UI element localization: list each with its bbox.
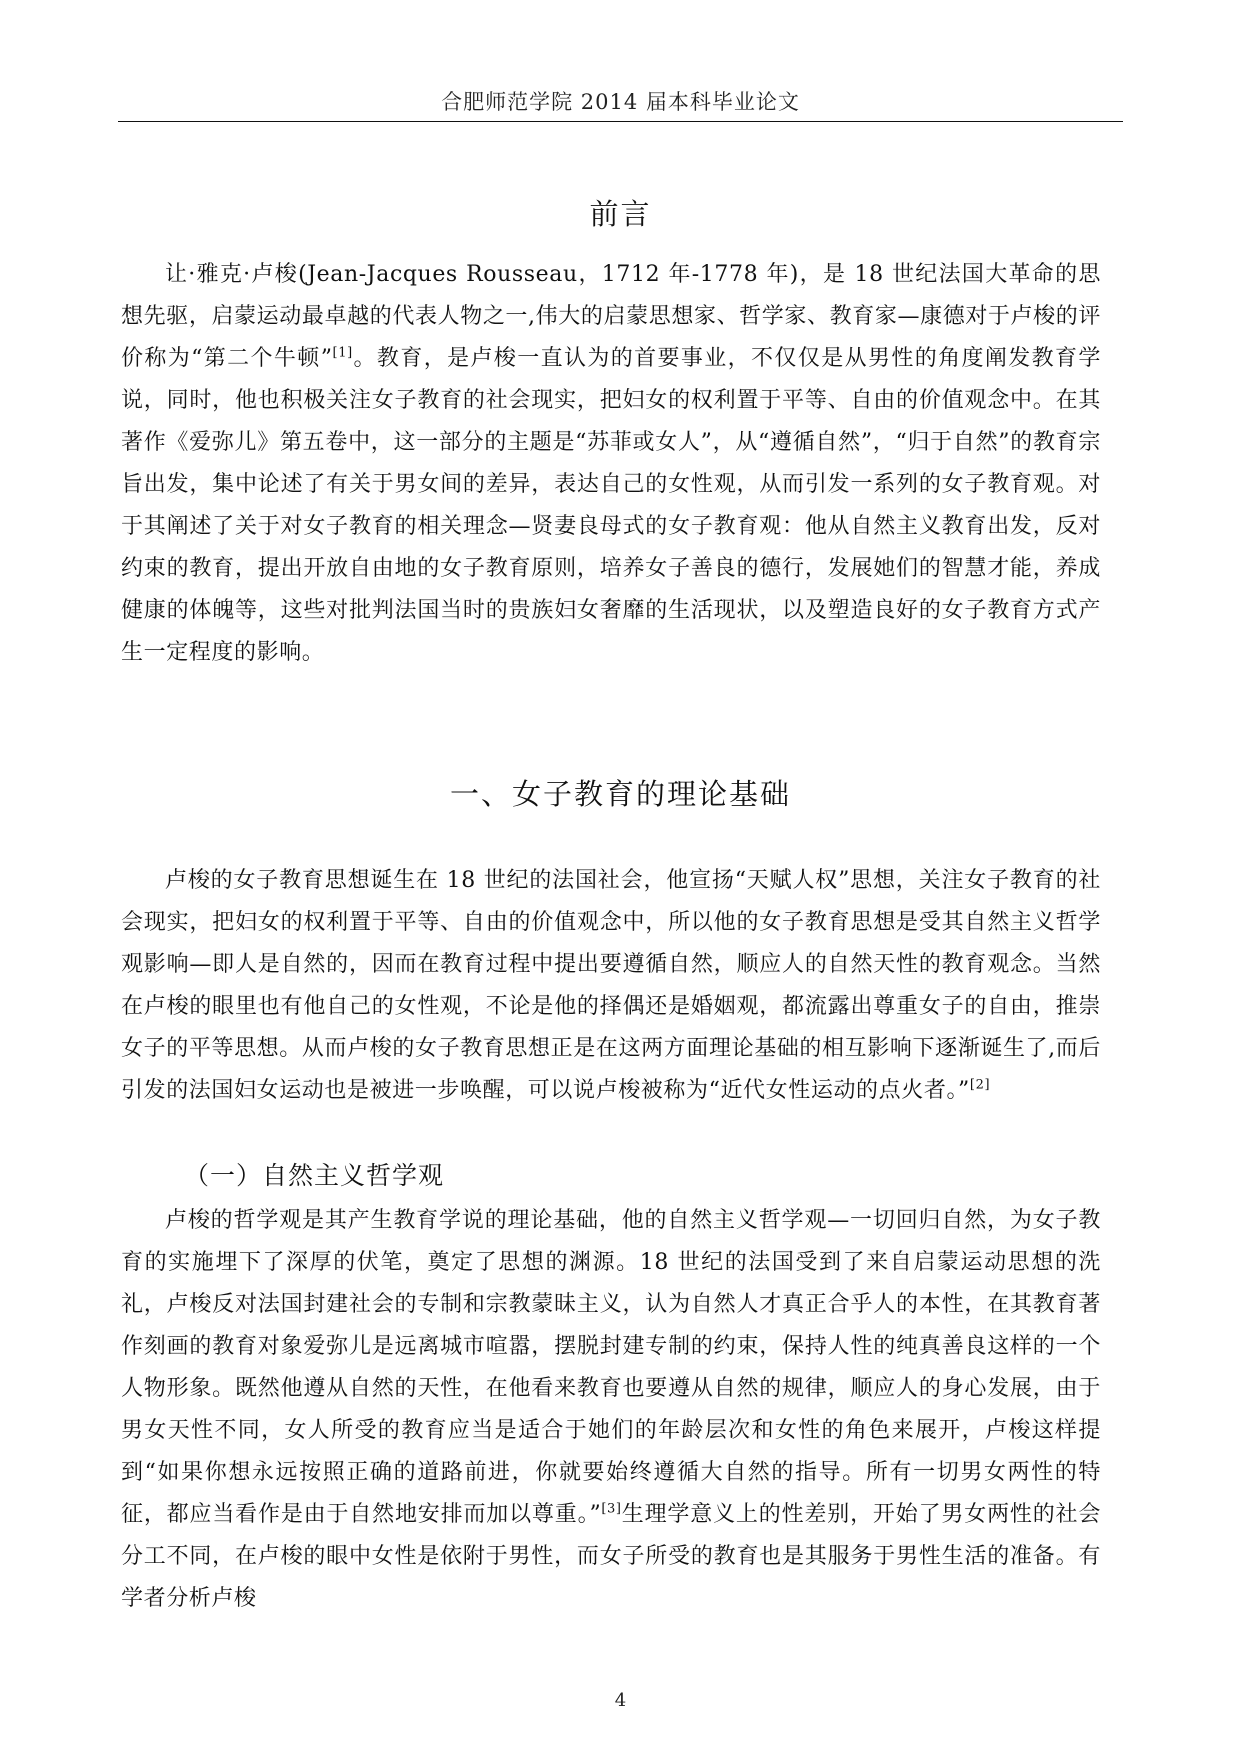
citation-1: [1] [332, 345, 353, 361]
section-1-paragraph [121, 860, 1101, 1112]
page-number: 4 [614, 1690, 627, 1711]
preface-paragraph [121, 254, 1101, 674]
subsection-1-text-b: 生理学意义上的性差别，开始了男女两性的社会分工不同，在卢梭的眼中女性是依附于男性，而女子所受的教育也是其服务于男性生活的准备。有学者分析卢梭 [121, 1502, 1101, 1611]
page-header: 合肥师范学院 2014 届本科毕业论文 [441, 90, 800, 114]
header-rule [118, 121, 1123, 122]
subsection-1-paragraph [121, 1200, 1101, 1620]
section-1-text: 卢梭的女子教育思想诞生在 18 世纪的法国社会，他宣扬“天赋人权”思想，关注女子教育的社会现实，把妇女的权利置于平等、自由的价值观念中，所以他的女子教育思想是受其自然主义哲学观影响—即人是自然的，因而在教育过程中提出要遵循自然，顺应人的自然天性的教育观念。当然在卢梭的眼里也有他自己的女性观，不论是他的择偶还是婚姻观，都流露出尊重女子的自由，推崇女子的平等思想。从而卢梭的女子教育思想正是在这两方面理论基础的相互影响下逐渐诞生了,而后引发的法国妇女运动也是被进一步唤醒，可以说卢梭被称为“近代女性运动的点火者。” [121, 868, 1101, 1103]
preface-text-a: 让·雅克·卢梭(Jean-Jacques Rousseau，1712 年-1778 年)，是 18 世纪法国大革命的思想先驱，启蒙运动最卓越的代表人物之一,伟大的启蒙思想家、哲学家、教育家—康德对于卢梭的评价称为“第二个牛顿” [121, 262, 1101, 371]
subsection-1-title: （一）自然主义哲学观 [184, 1161, 445, 1190]
preface-text-b: 。教育，是卢梭一直认为的首要事业，不仅仅是从男性的角度阐发教育学说，同时，他也积极关注女子教育的社会现实，把妇女的权利置于平等、自由的价值观念中。在其著作《爱弥儿》第五卷中，这一部分的主题是“苏菲或女人”，从“遵循自然”，“归于自然”的教育宗旨出发，集中论述了有关于男女间的差异，表达自己的女性观，从而引发一系列的女子教育观。对于其阐述了关于对女子教育的相关理念—贤妻良母式的女子教育观：他从自然主义教育出发，反对约束的教育，提出开放自由地的女子教育原则，培养女子善良的德行，发展她们的智慧才能，养成健康的体魄等，这些对批判法国当时的贵族妇女奢靡的生活现状，以及塑造良好的女子教育方式产生一定程度的影响。 [121, 346, 1102, 665]
preface-title: 前言 [589, 197, 652, 231]
subsection-1-text-a: 卢梭的哲学观是其产生教育学说的理论基础，他的自然主义哲学观—一切回归自然，为女子教育的实施埋下了深厚的伏笔，奠定了思想的渊源。18 世纪的法国受到了来自启蒙运动思想的洗礼，卢梭反对法国封建社会的专制和宗教蒙昧主义，认为自然人才真正合乎人的本性，在其教育著作刻画的教育对象爱弥儿是远离城市喧嚣，摆脱封建专制的约束，保持人性的纯真善良这样的一个人物形象。既然他遵从自然的天性，在他看来教育也要遵从自然的规律，顺应人的身心发展，由于男女天性不同，女人所受的教育应当是适合于她们的年龄层次和女性的角色来展开，卢梭这样提到“如果你想永远按照正确的道路前进，你就要始终遵循大自然的指导。所有一切男女两性的特征，都应当看作是由于自然地安排而加以尊重。” [121, 1208, 1101, 1527]
section-1-title: 一、女子教育的理论基础 [449, 777, 791, 811]
citation-3: [3] [601, 1501, 622, 1517]
citation-2: [2] [969, 1077, 991, 1093]
